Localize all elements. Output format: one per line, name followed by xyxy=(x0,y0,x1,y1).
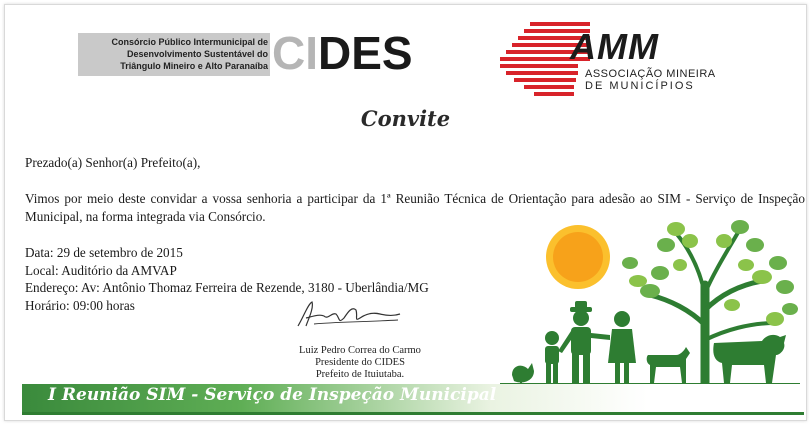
amm-logo-text: AMM xyxy=(570,26,659,67)
signer-role: Presidente do CIDES xyxy=(315,357,405,368)
family-icon xyxy=(512,301,786,385)
amm-subtitle-line1: ASSOCIAÇÃO MINEIRA xyxy=(585,68,716,80)
cides-org-box xyxy=(78,33,270,76)
invite-body: Vimos por meio deste convidar a vossa senhoria a participar da 1ª Reunião Técnica de Orientação para adesão ao SIM - Serviço de Inspeção Municipal, na forma integrada via Consórcio. xyxy=(25,191,805,224)
signature-block xyxy=(270,345,450,381)
signer-office: Prefeito de Ituiutaba. xyxy=(315,369,405,380)
event-date: Data: 29 de setembro de 2015 xyxy=(25,245,183,260)
rural-family-illustration xyxy=(500,215,800,390)
cides-logo: CIDES xyxy=(272,27,413,79)
event-time: Horário: 09:00 horas xyxy=(25,297,135,313)
amm-subtitle-line2: DE MUNICÍPIOS xyxy=(585,80,695,92)
invite-title: Convite xyxy=(360,106,451,131)
signer-name: Luiz Pedro Correa do Carmo xyxy=(299,345,421,356)
footer-banner-text: I Reunião SIM - Serviço de Inspeção Municipal xyxy=(48,385,497,405)
event-address: Endereço: Av: Antônio Thomaz Ferreira de Rezende, 3180 - Uberlândia/MG xyxy=(25,280,429,295)
greeting: Prezado(a) Senhor(a) Prefeito(a), xyxy=(25,155,201,170)
event-location: Local: Auditório da AMVAP xyxy=(25,262,177,278)
signature-image xyxy=(294,296,404,332)
cides-org-name: Consórcio Público Intermunicipal de Desenvolvimento Sustentável do Triângulo Mineiro e Alto Paranaíba xyxy=(111,37,268,71)
footer-stripe xyxy=(22,412,804,415)
sun-icon xyxy=(546,225,610,289)
